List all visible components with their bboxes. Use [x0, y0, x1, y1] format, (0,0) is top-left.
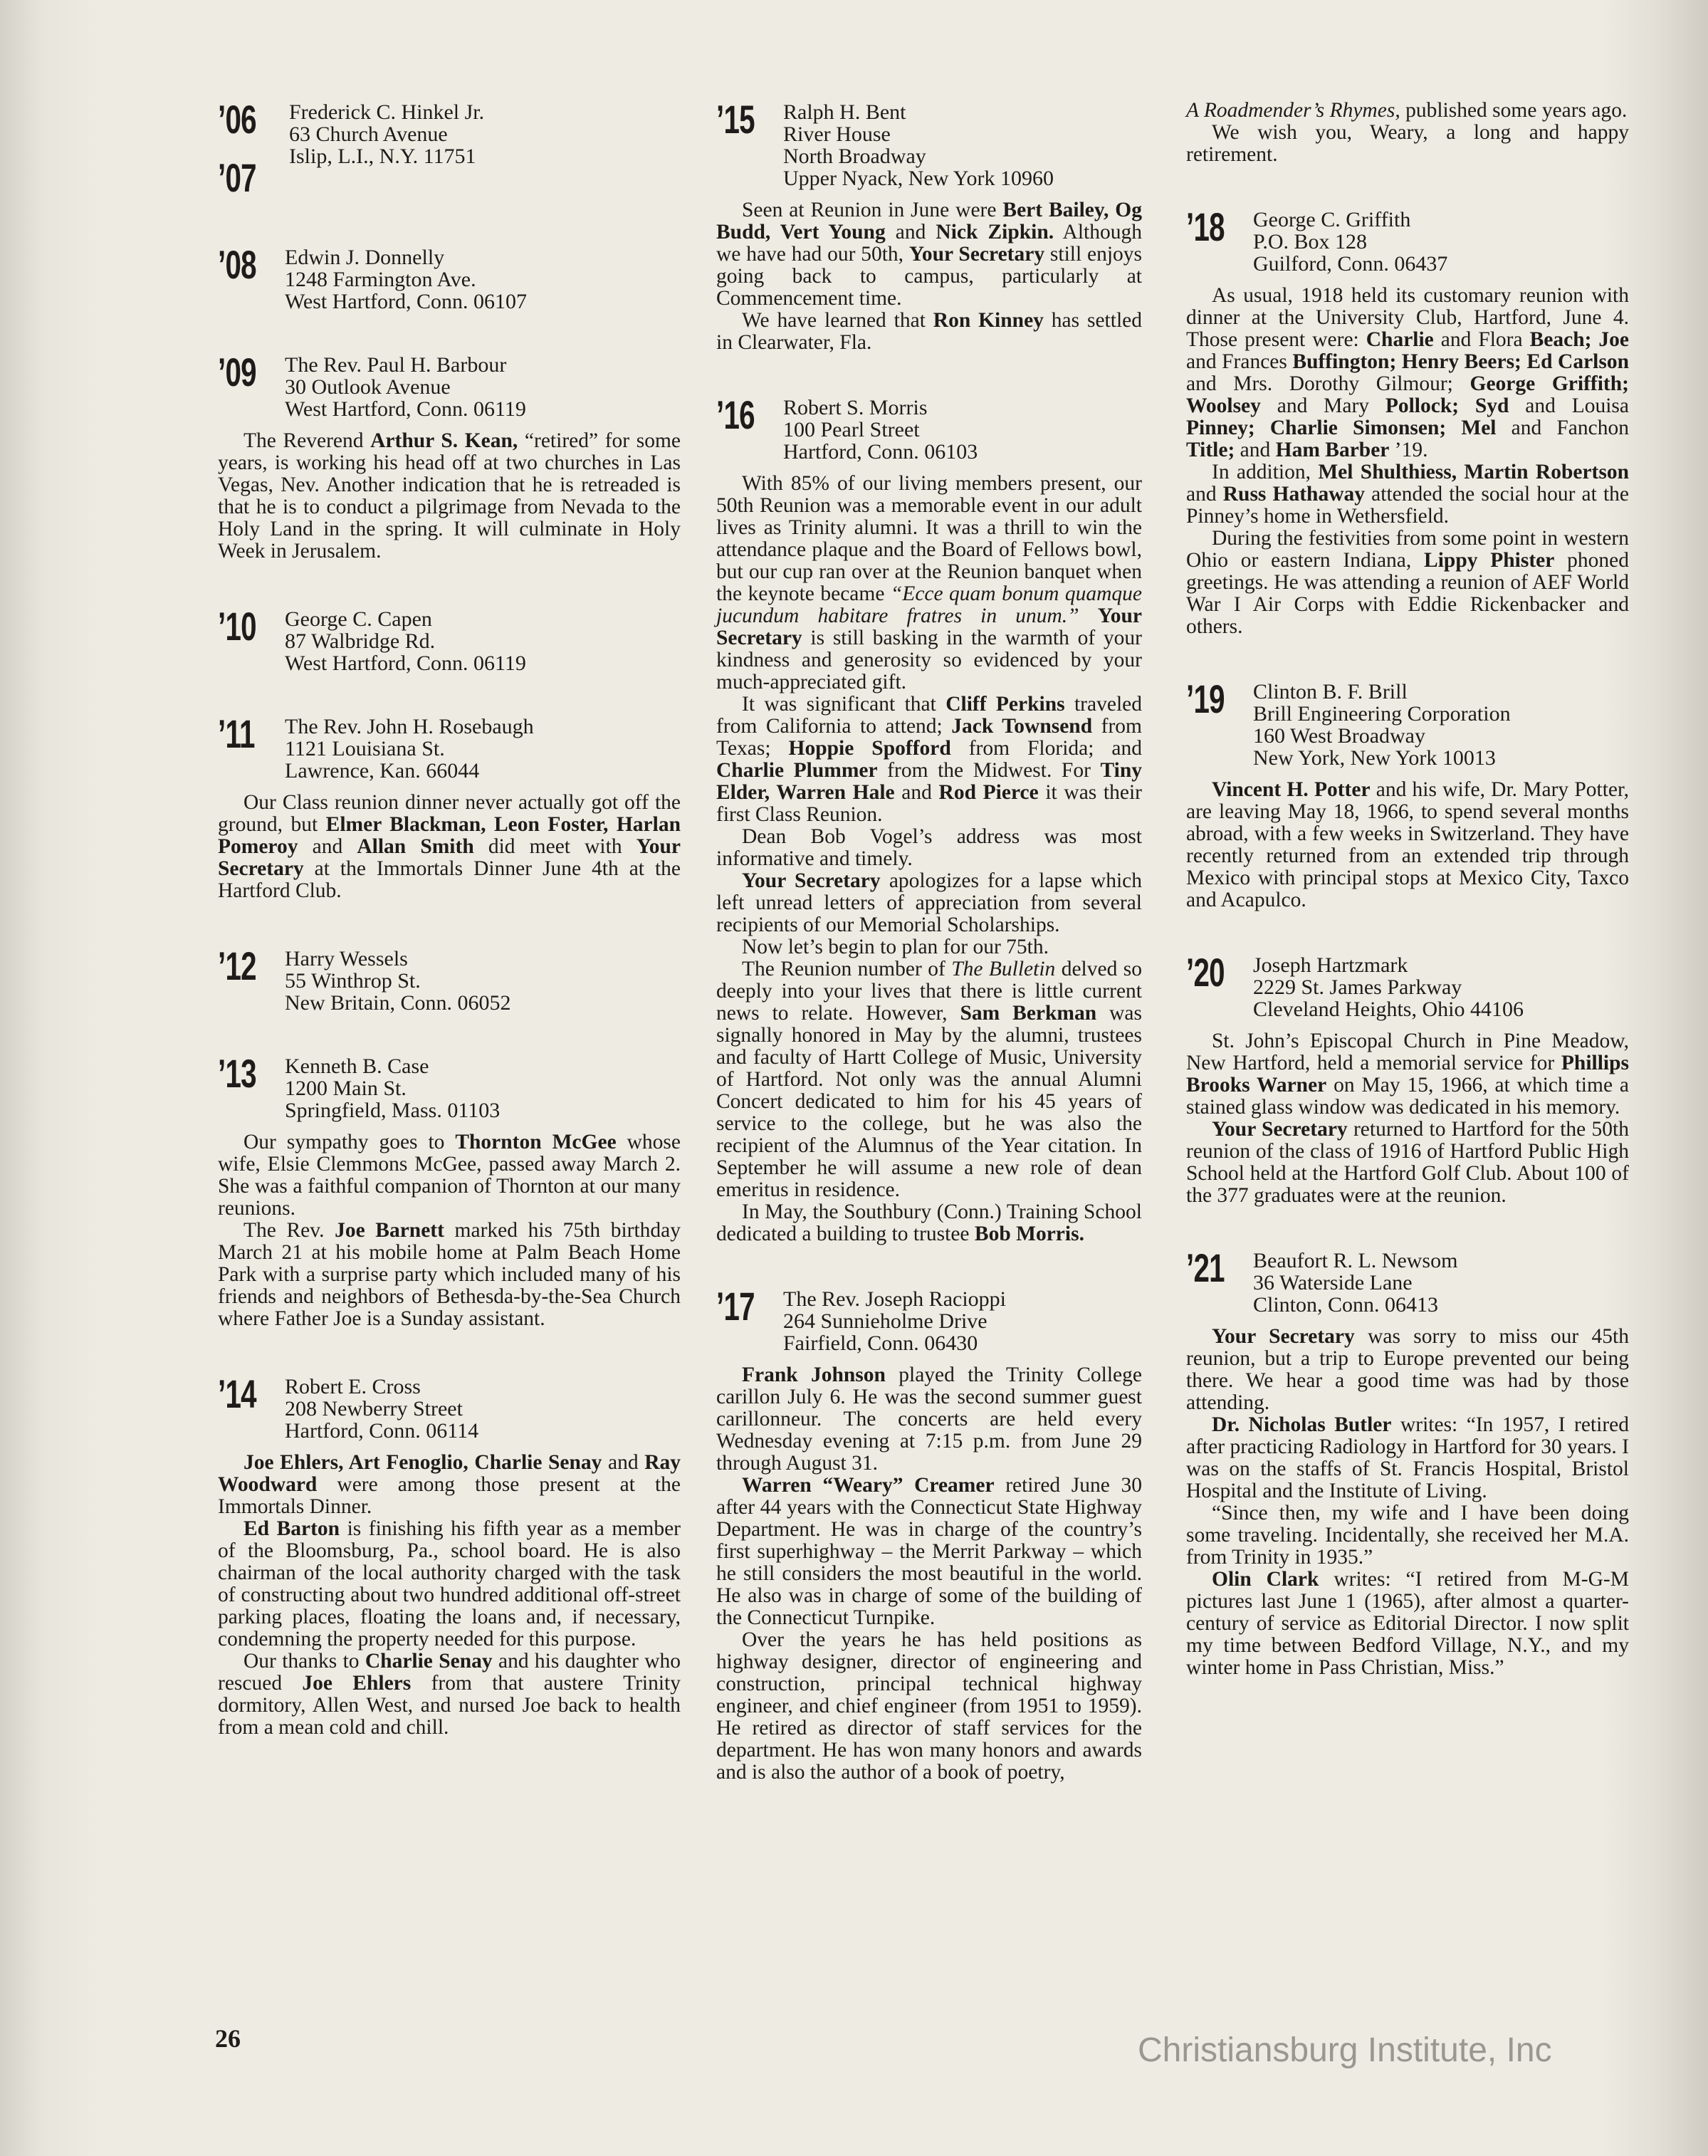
class-year: ’21 — [1186, 1245, 1225, 1290]
secretary-address: Joseph Hartzmark 2229 St. James Parkway Cleveland Heights, Ohio 44106 — [1253, 953, 1524, 1021]
class-year: ’19 — [1186, 676, 1225, 721]
news-paragraph: Our sympathy goes to Thornton McGee whose wife, Elsie Clemmons McGee, passed away March 2. She was a faithful companion of Thornton at our many reunions. — [218, 1131, 681, 1220]
news-paragraph: We wish you, Weary, a long and happy retirement. — [1186, 121, 1629, 166]
class-entry-1917-continued — [1186, 100, 1629, 166]
news-paragraph: Your Secretary returned to Hartford for the 50th reunion of the class of 1916 of Hartford Public High School held at the Hartford Golf Club. About 100 of the 377 graduates were at the reunion. — [1186, 1118, 1629, 1207]
class-year: ’11 — [218, 711, 255, 756]
news-paragraph: Ed Barton is finishing his fifth year as a member of the Bloomsburg, Pa., school board. He is also chairman of the local authority charged with the task of constructing about two hundred additional off-street parking places, floating the loans and, if necessary, condemning the property needed for this purpose. — [218, 1517, 681, 1650]
class-year: ’18 — [1186, 204, 1225, 249]
secretary-address: Ralph H. Bent River House North Broadway Upper Nyack, New York 10960 — [783, 100, 1054, 190]
news-paragraph: During the festivities from some point in western Ohio or eastern Indiana, Lippy Phister phoned greetings. He was attending a reunion of AEF World War I Air Corps with Eddie Rickenbacker and others. — [1186, 527, 1629, 638]
class-year: ’13 — [218, 1051, 256, 1096]
news-paragraph: Olin Clark writes: “I retired from M-G-M pictures last June 1 (1965), after almost a quarter-century of service as Editorial Director. I now split my time between Bedford Village, N.Y., and my winter home in Pass Christian, Miss.” — [1186, 1568, 1629, 1679]
secretary-address: Frederick C. Hinkel Jr. 63 Church Avenue Islip, L.I., N.Y. 11751 — [289, 100, 485, 168]
class-entry-1913 — [218, 1051, 681, 1330]
news-paragraph: The Rev. Joe Barnett marked his 75th birthday March 21 at his mobile home at Palm Beach Home Park with a surprise party which included many of his friends and neighbors of Bethesda-by-the-Sea Church where Father Joe is a Sunday assistant. — [218, 1219, 681, 1330]
class-entry-1915 — [716, 97, 1142, 354]
class-entry-1921 — [1186, 1245, 1630, 1679]
class-year: ’07 — [218, 155, 256, 200]
class-year: ’09 — [218, 350, 256, 394]
news-paragraph: “Since then, my wife and I have been doing some traveling. Incidentally, she received her M.A. from Trinity in 1935.” — [1186, 1502, 1629, 1569]
class-entry-1917 — [716, 1284, 1142, 1784]
watermark: Christiansburg Institute, Inc — [1138, 2031, 1552, 2069]
column-left — [218, 97, 681, 1739]
class-year: ’12 — [218, 943, 256, 988]
news-paragraph: The Reunion number of The Bulletin delved so deeply into your lives that there is little current news to relate. However, Sam Berkman was signally honored in May by the alumni, trustees and faculty of Hartt College of Music, University of Hartford. Not only was the annual Alumni Concert dedicated to him for his 45 years of service to the college, but he was also the recipient of the Alumnus of the Year citation. In September he will assume a new role of dean emeritus in residence. — [716, 958, 1142, 1201]
secretary-address: Beaufort R. L. Newsom 36 Waterside Lane Clinton, Conn. 06413 — [1253, 1249, 1458, 1317]
class-entry-1914 — [218, 1371, 681, 1739]
news-paragraph: We have learned that Ron Kinney has settled in Clearwater, Fla. — [716, 309, 1142, 354]
secretary-address: Kenneth B. Case 1200 Main St. Springfield, Mass. 01103 — [285, 1055, 501, 1122]
news-paragraph: Your Secretary apologizes for a lapse which left unread letters of appreciation from several recipients of our Memorial Scholarships. — [716, 869, 1142, 936]
news-paragraph: Your Secretary was sorry to miss our 45th reunion, but a trip to Europe prevented our being there. We hear a good time was had by those attending. — [1186, 1325, 1630, 1414]
secretary-address: George C. Griffith P.O. Box 128 Guilford, Conn. 06437 — [1253, 208, 1448, 276]
secretary-address: The Rev. Paul H. Barbour 30 Outlook Avenue West Hartford, Conn. 06119 — [285, 353, 526, 421]
news-paragraph: Dr. Nicholas Butler writes: “In 1957, I retired after practicing Radiology in Hartford for 30 years. I was on the staffs of St. Francis Hospital, Bristol Hospital and the Institute of Living. — [1186, 1413, 1629, 1502]
class-entry-1910 — [218, 604, 681, 675]
news-paragraph: It was significant that Cliff Perkins traveled from California to attend; Jack Townsend from Texas; Hoppie Spofford from Florida; and Charlie Plummer from the Midwest. For Tiny Elder, Warren Hale and Rod Pierce it was their first Class Reunion. — [716, 693, 1142, 826]
secretary-address: Clinton B. F. Brill Brill Engineering Corporation 160 West Broadway New York, New York 10013 — [1253, 680, 1511, 770]
class-entry-1918 — [1186, 204, 1630, 638]
class-entry-1906-1907 — [218, 97, 681, 216]
class-entry-1909 — [218, 352, 681, 562]
class-year: ’15 — [716, 97, 755, 142]
news-paragraph: Our thanks to Charlie Senay and his daughter who rescued Joe Ehlers from that austere Trinity dormitory, Allen West, and nursed Joe back to health from a mean cold and chill. — [218, 1650, 681, 1739]
class-year: ’16 — [716, 392, 755, 437]
news-paragraph: St. John’s Episcopal Church in Pine Meadow, New Hartford, held a memorial service for Phillips Brooks Warner on May 15, 1966, at which time a stained glass window was dedicated in his memory. — [1186, 1030, 1629, 1119]
secretary-address: George C. Capen 87 Walbridge Rd. West Hartford, Conn. 06119 — [285, 607, 526, 675]
secretary-address: Robert E. Cross 208 Newberry Street Hartford, Conn. 06114 — [285, 1375, 479, 1443]
class-year: ’20 — [1186, 950, 1225, 995]
news-paragraph: A Roadmender’s Rhymes, published some years ago. — [1186, 99, 1628, 122]
news-paragraph: Dean Bob Vogel’s address was most informative and timely. — [716, 825, 1142, 870]
page-number: 26 — [215, 2024, 241, 2053]
class-entry-1908 — [218, 242, 681, 313]
news-paragraph: Over the years he has held positions as highway designer, director of engineering and construction, principal technical highway engineer, and chief engineer (from 1951 to 1959). He retired as director of staff services for the department. He has won many honors and awards and is also the author of a book of poetry, — [716, 1628, 1142, 1784]
news-paragraph: Joe Ehlers, Art Fenoglio, Charlie Senay and Ray Woodward were among those present at the Immortals Dinner. — [218, 1451, 681, 1518]
news-paragraph: In addition, Mel Shulthiess, Martin Robertson and Russ Hathaway attended the social hour at the Pinney’s home in Wethersfield. — [1186, 461, 1630, 528]
secretary-address: The Rev. Joseph Racioppi 264 Sunnieholme Drive Fairfield, Conn. 06430 — [783, 1287, 1006, 1355]
secretary-address: Robert S. Morris 100 Pearl Street Hartford, Conn. 06103 — [783, 396, 978, 464]
secretary-address: The Rev. John H. Rosebaugh 1121 Louisiana St. Lawrence, Kan. 66044 — [285, 715, 534, 783]
news-paragraph: Vincent H. Potter and his wife, Dr. Mary Potter, are leaving May 18, 1966, to spend several months abroad, with a few weeks in Switzerland. They have recently returned from an extended trip through Mexico with principal stops at Mexico City, Taxco and Acapulco. — [1186, 778, 1630, 911]
class-entry-1916 — [716, 392, 1142, 1245]
class-entry-1920 — [1186, 950, 1629, 1207]
secretary-address: Edwin J. Donnelly 1248 Farmington Ave. West Hartford, Conn. 06107 — [285, 246, 528, 313]
class-entry-1912 — [218, 943, 681, 1015]
class-entry-1911 — [218, 711, 681, 902]
news-paragraph: Warren “Weary” Creamer retired June 30 after 44 years with the Connecticut State Highway Department. He was in charge of the country’s first superhighway – the Merrit Parkway – which he still considers the most beautiful in the world. He also was in charge of some of the building of the Connecticut Turnpike. — [716, 1474, 1142, 1629]
news-paragraph: As usual, 1918 held its customary reunion with dinner at the University Club, Hartford, June 4. Those present were: Charlie and Flora Beach; Joe and Frances Buffington; Henry Beers; Ed Carlson and Mrs. Dorothy Gilmour; George Griffith; Woolsey and Mary Pollock; Syd and Louisa Pinney; Charlie Simonsen; Mel and Fanchon Title; and Ham Barber ’19. — [1186, 284, 1629, 461]
news-paragraph: Now let’s begin to plan for our 75th. — [742, 936, 1049, 958]
news-paragraph: The Reverend Arthur S. Kean, “retired” for some years, is working his head off at two churches in Las Vegas, Nev. Another indication that he is retreaded is that he is to conduct a pilgrimage from Nevada to the Holy Land in the spring. It will culminate in Holy Week in Jerusalem. — [218, 429, 681, 562]
class-year: ’14 — [218, 1371, 256, 1416]
class-entry-1919 — [1186, 676, 1630, 911]
class-year: ’08 — [218, 242, 256, 287]
news-paragraph: Our Class reunion dinner never actually got off the ground, but Elmer Blackman, Leon Foster, Harlan Pomeroy and Allan Smith did meet with Your Secretary at the Immortals Dinner June 4th at the Hartford Club. — [218, 791, 681, 902]
news-paragraph: Frank Johnson played the Trinity College carillon July 6. He was the second summer guest carillonneur. The concerts are held every Wednesday evening at 7:15 p.m. from June 29 through August 31. — [716, 1364, 1142, 1475]
column-right — [1186, 100, 1629, 1679]
news-paragraph: Seen at Reunion in June were Bert Bailey, Og Budd, Vert Young and Nick Zipkin. Although we have had our 50th, Your Secretary still enjoys going back to campus, particularly at Commencement time. — [716, 199, 1142, 310]
news-paragraph: In May, the Southbury (Conn.) Training School dedicated a building to trustee Bob Morris. — [716, 1200, 1142, 1245]
class-year: ’17 — [716, 1284, 755, 1329]
news-paragraph: With 85% of our living members present, our 50th Reunion was a memorable event in our adult lives as Trinity alumni. It was a thrill to win the attendance plaque and the Board of Fellows bowl, but our cup ran over at the Reunion banquet when the keynote became “Ecce quam bonum quamque jucundum habitare fratres in unum.” Your Secretary is still basking in the warmth of your kindness and generosity so evidenced by your much-appreciated gift. — [716, 472, 1142, 694]
class-year: ’06 — [218, 97, 256, 142]
column-middle — [716, 97, 1142, 1784]
secretary-address: Harry Wessels 55 Winthrop St. New Britain, Conn. 06052 — [285, 947, 511, 1015]
class-year: ’10 — [218, 604, 256, 649]
